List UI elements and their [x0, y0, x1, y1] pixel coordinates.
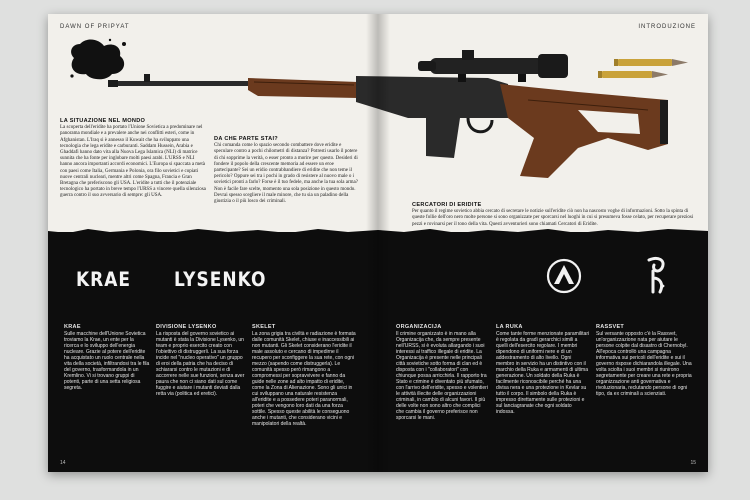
section-body: Sul versante opposto c'è la Rassvet, un'organizzazione nata per aiutare le persone colpite dal disastro di Chernobyl. All'epoca controllò una campagna informativa sui pericoli dell'eridite e sui il governo rispose dichiarandola illegale. Una volta sciolta i suoi membri si riunirono segretamente per creare una rete e propria organizzazione anti governativa e rivoluzionaria, reclutando persone di ogni tipo, da ex criminali a scienziati.	[596, 331, 692, 397]
book-spread	[48, 14, 708, 472]
section-body: Sulle macchine dell'Unione Sovietica troviamo la Krae, un ente per la ricerca e lo sviluppo dell'energia nucleare. Grazie al potere dell'eridite ha acquistato un ruolo centrale nella vita della società, infiltrandosi tra le fila del governo, trasformandola in un Kremlino. Vi si trovano gruppi di potenti, parte di una setta religiosa segreta.	[64, 331, 150, 391]
page-number-right: 15	[690, 460, 696, 466]
page-number-left: 14	[60, 460, 66, 466]
right-running-head: INTRODUZIONE	[638, 24, 696, 30]
rassvet-emblem-icon	[644, 256, 668, 296]
section-title: ORGANIZACIJA	[396, 324, 442, 330]
section-title: LA SITUAZIONE NEL MONDO	[60, 118, 146, 124]
section-skelet	[252, 324, 356, 427]
section-body: La zona grigia tra civiltà e radiazione è formata dalle comunità Skelet, chiuse e inaccessibili ai non mutanti. Gli Skelet considerano l'eridite il male assoluto e cercano di impedirne il recupero per sconfiggere la sua rete, con ogni mezzo (sapendo come distruggerla). Le comunità spesso però rimangono a compromessi per sopravvivere e fanno da guide nelle zone ad alto impatto di eridite, come la Zona di Alienazione. Sono gli unici in cui sviluppano una naturale resistenza all'eridite e a possedere poteri paranormali, poteri che vengono loro dati da una forza sottile. Spesso queste abilità le conseguono anche i mutanti, che considerano vicini e manipolatori della realtà.	[252, 331, 356, 427]
section-body: Chi comanda come lo spazio secondo combattere dove eridite e speculare contro a pochi chilometri di distanza? Potresti usarlo il potere di chi sopprime la verità, o esser pronto a morire per questo. Desideri di fondere il popolo della crescente memoria ad essere un eroe partecipante? Sei un eridio contrabbandiere di eridite che non teme il pericolo? Oppure sei tra i pochi in grado di resistere al nuovo male o i sovietici pronti a farlo? Forse è il tuo fedele, ma anche la tua sola arma? Non è facile fare scelte, momento una sola posizione in questo mondo. Devrai spesso scegliere il male minore, che tu sia un paladino della giustizia o il più losco dei criminali.	[214, 143, 358, 205]
section-krae	[64, 324, 150, 391]
section-body: Come tante forme menzionate paramilitari è regolata da gradi gerarchici simili a quelli dell'esercito regolare. I membri dipendono di uniformi nere e di un addestramento di alto livello. Ogni membro in servizio ha un distintivo con il marchio della Ruka e armamenti di ultima generazione. Un soldato della Ruka è facilmente riconoscibile perché ha una divisa nera e una protezione in Kevlar su tutto il corpo. Il simbolo della Ruka è impresso direttamente sulle protezioni e sul lanciagranate che ogni soldato indossa.	[496, 331, 590, 415]
section-title: LA RUKA	[496, 324, 523, 330]
section-ruka	[496, 324, 590, 415]
krae-logo: KRAE	[76, 268, 132, 292]
ruka-emblem-icon	[546, 258, 582, 294]
black-band-left	[48, 232, 378, 472]
left-running-head: DAWN OF PRIPYAT	[60, 24, 130, 30]
section-organizacija	[396, 324, 488, 421]
section-title: RASSVET	[596, 324, 625, 330]
section-title: CERCATORI DI ERIDITE	[412, 202, 482, 208]
torn-edge	[48, 224, 378, 236]
lysenko-logo: LYSENKO	[174, 268, 267, 292]
section-title: SKELET	[252, 324, 276, 330]
section-rassvet	[596, 324, 692, 397]
section-body: Il crimine organizzato è in mano alla Organizacija che, da sempre presente nell'URSS, si è evoluta allargando i suoi interessi al traffico illegale di eridite. La Organizacija è presente nelle principali città sovietiche sotto forma di clan ed è disposta con i "collaboratori" con chiunque possa arricchirla. Il rapporto tra Stato e crimine è diventato più sfumato, con l'arrivo dell'eridite, spesso e volentieri le attività illecite delle organizzazioni criminali, in cambio di alcuni favori. Il più delle volte non sono altro che complici che cambia il governo preferisce non sporcarsi le mani.	[396, 331, 488, 421]
section-body: La risposta del governo sovietico ai mutanti è stata la Divisione Lysenko, un team e proprio esercito creato con l'obiettivo di distruggerli. La sua forza incide nel "nucleo operativo" un gruppo di eroi della patria che ha deciso di schiararsi contro le mutazioni e di accorrere nelle sue funzioni, senza aver paura che non ci siano dati sul come fuggire e aiutare i mutanti deviati dalla retta via (politica ed eretici).	[156, 331, 245, 397]
section-lysenko	[156, 324, 246, 397]
section-title: KRAE	[64, 324, 81, 330]
section-body: Per quanto il regime sovietico abbia cercato di secretare le notizie sull'eridite ciò non ha nascosto voghe di informazioni. Sotto la spinta di queste follie dell'oro nero molte persone si sono organizzate per sporcarsi nel luoghi in cui si presumeva fosse celato, per recuperare preziosi pezzi e rovinarsi per il tono della vita. Questi avventurieri sono chiamati Cercatori di Eridite.	[412, 209, 694, 227]
section-title: DA CHE PARTE STAI?	[214, 136, 279, 142]
sniper-rifle-illustration	[108, 40, 668, 190]
section-body: La scoperta dell'eridite ha portato l'Unione Sovietica a predominare nel panorama mondiale e a prevalere anche nei conflitti esteri, come in Afghanistan. L'Iraq si è annesso il Kuwait che ha sviluppato una tecnologia che lega eridite e carburanti. Saddam Hussein, Arabia e Ghaddafi hanno dato vita alla Nuova Lega Islamica (NLI) di matrice sunnita che ha fonte per inglobare molti paesi arabi. L'URSS e NLI hanno ancora importanti accordi economici. L'Europa si spaccata a metà con paesi come Italia, Germania e Polonia, ora filo sovietici e copiati nuove centrali nucleari, mentre altri come Spagna, Francia e Gran Bretagna che preferiscono gli USA. L'eridite a tutti che il potenziale tecnologico ha portato in breve tempo l'URSS a vincere quella silenziosa guerra contro il suo avversario di sempre: gli USA.	[60, 125, 206, 199]
black-band-right	[378, 232, 708, 472]
torn-edge	[378, 224, 708, 236]
section-title: DIVISIONE LYSENKO	[156, 324, 217, 330]
